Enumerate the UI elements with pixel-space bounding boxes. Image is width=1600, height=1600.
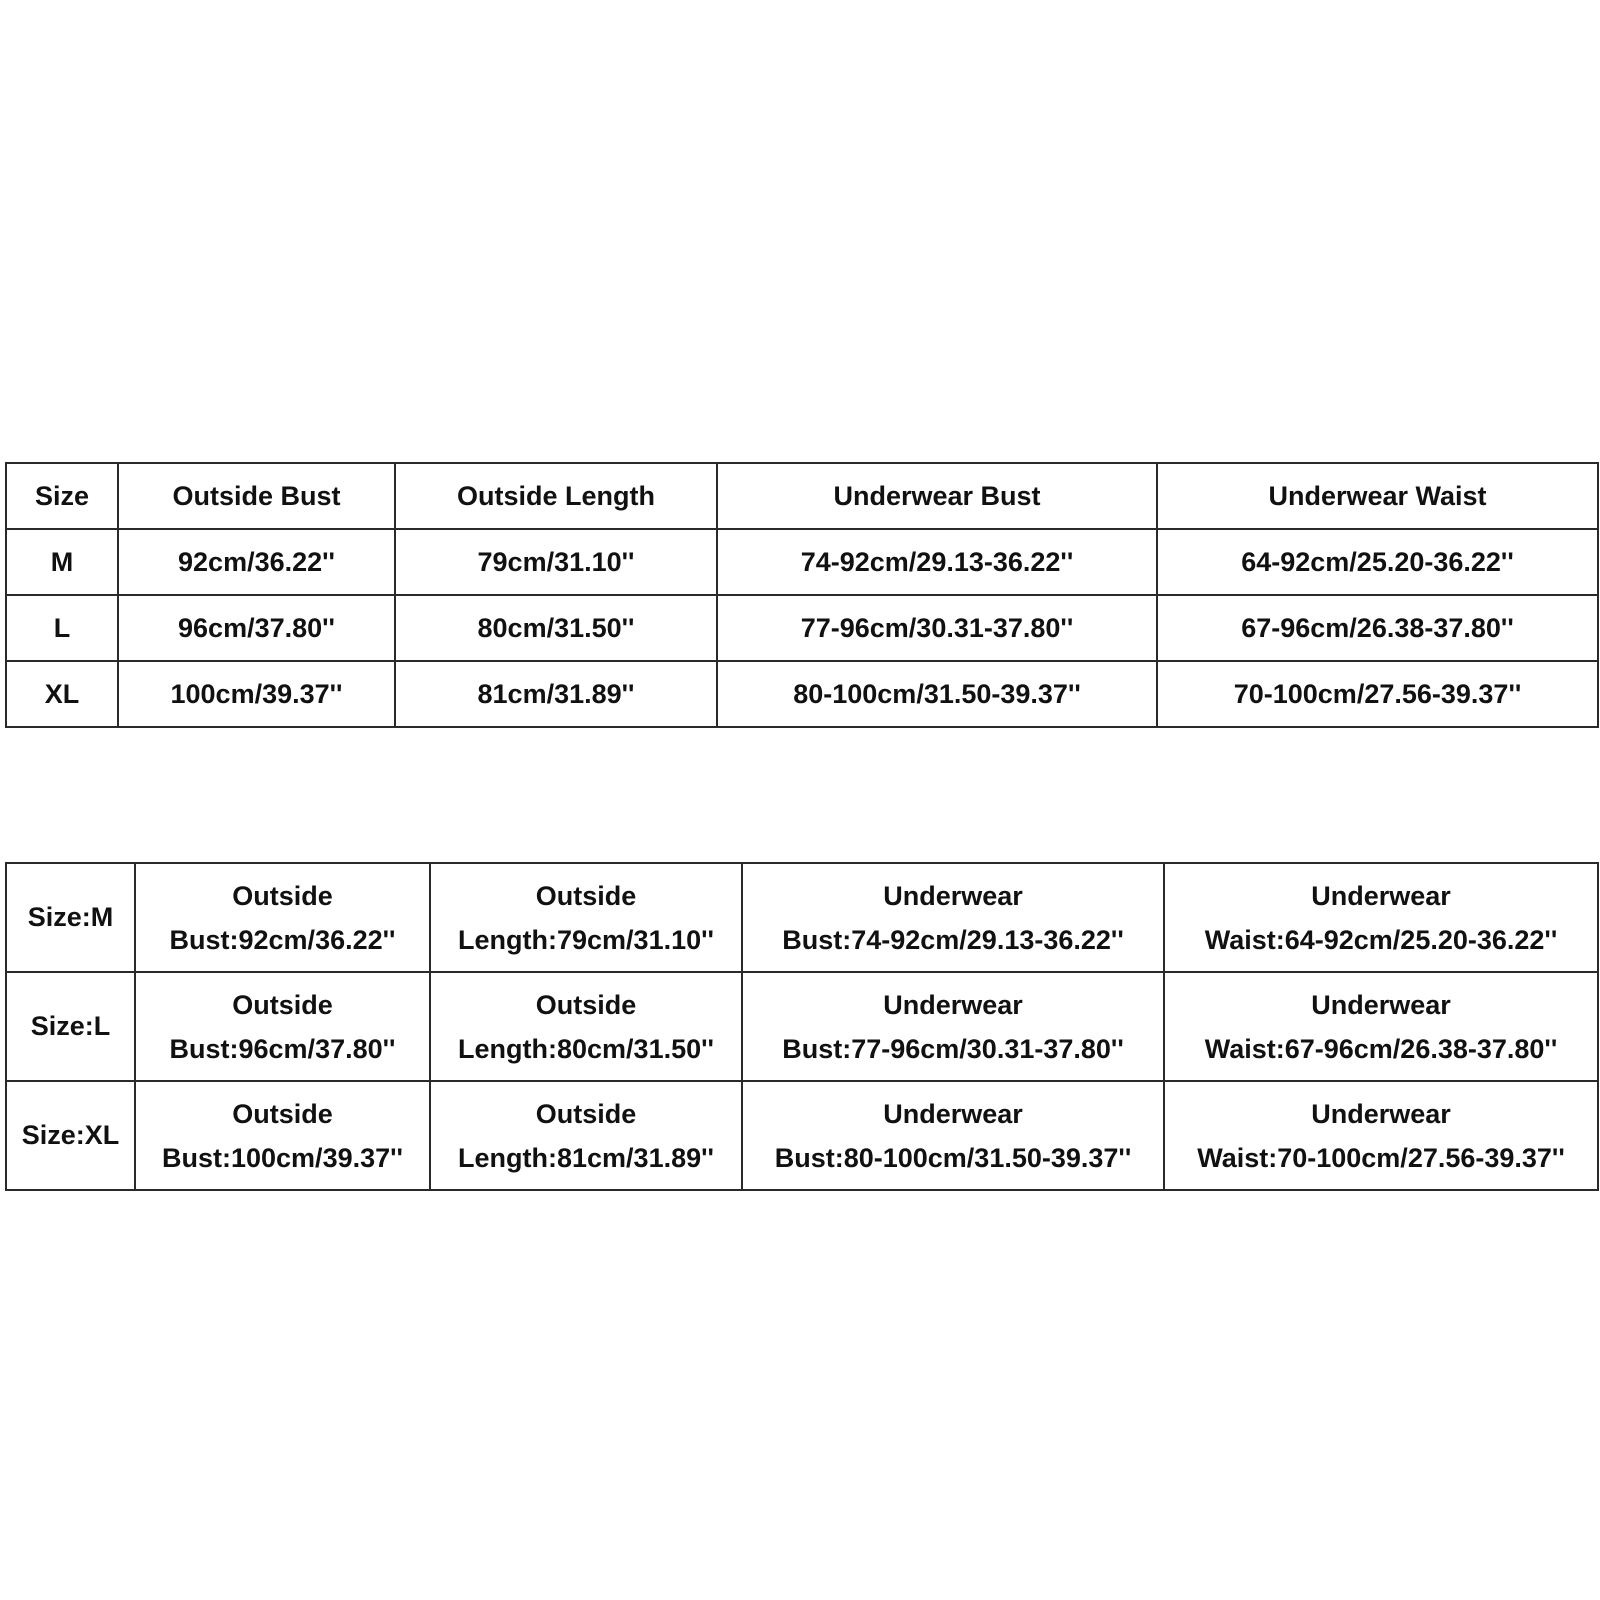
outside-bust-cell: 96cm/37.80'' [118,595,395,661]
size-cell: XL [6,661,118,727]
underwear-waist-cell: 64-92cm/25.20-36.22'' [1157,529,1598,595]
underwear-bust-cell [742,863,1164,972]
cell-label: Underwear [1311,880,1451,911]
outside-bust-cell [135,863,430,972]
outside-bust-cell: 100cm/39.37'' [118,661,395,727]
cell-value: Length:80cm/31.50'' [458,1033,714,1064]
cell-label: Outside [535,880,637,911]
cell-label: Underwear [1311,1098,1451,1129]
table-row [6,529,1598,595]
header-size: Size [6,463,118,529]
table-row [6,661,1598,727]
underwear-bust-cell: 77-96cm/30.31-37.80'' [717,595,1157,661]
underwear-waist-cell [1164,1081,1598,1190]
outside-length-cell: 81cm/31.89'' [395,661,717,727]
size-cell: M [6,529,118,595]
cell-label: Underwear [883,880,1023,911]
size-cell: L [6,595,118,661]
table-row [6,972,1598,1081]
underwear-waist-cell: 70-100cm/27.56-39.37'' [1157,661,1598,727]
size-chart-table-detailed [5,862,1599,1191]
cell-value: Length:79cm/31.10'' [458,924,714,955]
cell-label: Underwear [883,1098,1023,1129]
cell-value: Bust:96cm/37.80'' [169,1033,396,1064]
header-row [6,463,1598,529]
underwear-waist-cell [1164,863,1598,972]
cell-label: Outside [232,989,333,1020]
outside-length-cell [430,972,742,1081]
header-outside-bust: Outside Bust [118,463,395,529]
table-row [6,863,1598,972]
cell-value: Length:81cm/31.89'' [458,1142,714,1173]
outside-length-cell [430,1081,742,1190]
outside-length-cell: 79cm/31.10'' [395,529,717,595]
cell-value: Bust:92cm/36.22'' [169,924,396,955]
size-chart-table-compact [5,462,1599,728]
cell-label: Underwear [883,989,1023,1020]
outside-bust-cell [135,972,430,1081]
size-cell: Size:XL [6,1081,135,1190]
outside-length-cell [430,863,742,972]
cell-value: Bust:77-96cm/30.31-37.80'' [782,1033,1124,1064]
cell-label: Outside [232,1098,333,1129]
header-underwear-waist: Underwear Waist [1157,463,1598,529]
outside-length-cell: 80cm/31.50'' [395,595,717,661]
table-row [6,1081,1598,1190]
underwear-waist-cell [1164,972,1598,1081]
cell-value: Bust:100cm/39.37'' [162,1142,403,1173]
header-underwear-bust: Underwear Bust [717,463,1157,529]
underwear-bust-cell: 80-100cm/31.50-39.37'' [717,661,1157,727]
cell-label: Outside [535,1098,637,1129]
cell-value: Waist:70-100cm/27.56-39.37'' [1197,1142,1565,1173]
header-outside-length: Outside Length [395,463,717,529]
underwear-waist-cell: 67-96cm/26.38-37.80'' [1157,595,1598,661]
cell-label: Outside [535,989,637,1020]
table-row [6,595,1598,661]
cell-value: Waist:67-96cm/26.38-37.80'' [1204,1033,1558,1064]
cell-value: Waist:64-92cm/25.20-36.22'' [1204,924,1558,955]
cell-value: Bust:74-92cm/29.13-36.22'' [782,924,1124,955]
cell-label: Underwear [1311,989,1451,1020]
outside-bust-cell: 92cm/36.22'' [118,529,395,595]
underwear-bust-cell [742,1081,1164,1190]
size-cell: Size:L [6,972,135,1081]
underwear-bust-cell [742,972,1164,1081]
size-cell: Size:M [6,863,135,972]
cell-value: Bust:80-100cm/31.50-39.37'' [774,1142,1132,1173]
cell-label: Outside [232,880,333,911]
underwear-bust-cell: 74-92cm/29.13-36.22'' [717,529,1157,595]
outside-bust-cell [135,1081,430,1190]
